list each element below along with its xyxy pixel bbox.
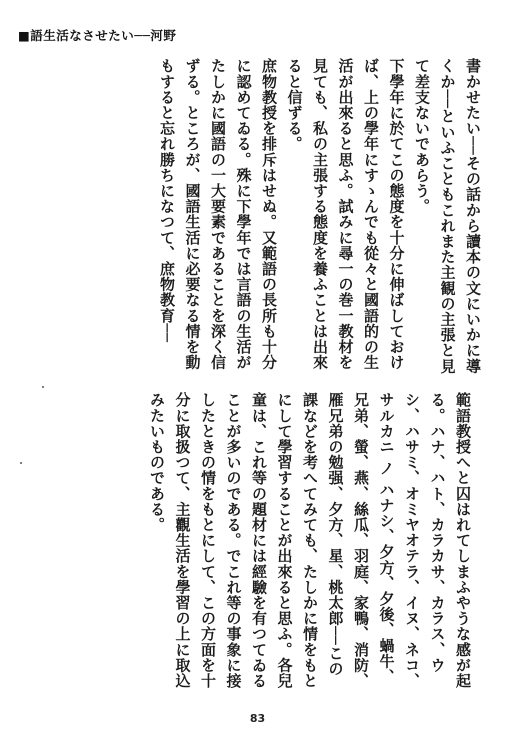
- page-number: 83: [249, 712, 266, 725]
- paragraph: 範語教授へと囚はれてしまふやうな感が起る。ハナ、ハト、カラカサ、カラス、ウシ、ハサミ、オミヤオテラ、イヌ、ネコ、サルカニ ノ ハナシ、夕方、夕後、蝸牛、兄弟、螢、燕、絲瓜、羽庭、家鴨、消防、雁兄弟の勉强、夕方、星、桃太郎──この課などを考へてみても、たしかに情をもとにして學習することが出來ると思ふ。各兒童は、これ等の題材には經驗を有つてゐることが多いのである。でこれ等の事象に接したときの情をもとにして、この方面を十分に取扱つて、主觀生活を學習の上に取込みたいものである。: [148, 392, 472, 689]
- paragraph: 書かせたい──その話から讀本の文にいかに導くか──といふこともこれまた主観の主張と見て差支ないであらう。: [413, 58, 482, 374]
- upper-text-block: [158, 58, 485, 376]
- scan-speck: [20, 462, 22, 464]
- paragraph: 庶物教授を排斥はせぬ。又範語の長所も十分に認めてゐる。殊に下學年では言語の生活がたしかに國語の一大要素であることを深く信ずる。ところが、國語生活に必要なる情を動もすると忘れ勝ちになつて、庶物教育──: [158, 58, 278, 370]
- scan-speck: [42, 386, 44, 388]
- paragraph: 下學年に於てこの態度を十分に伸ばしておけば、上の學年にすゝんでも從々と國語的の生活が出來ると思ふ。試みに尋一の巻一教材を見ても、私の主張する態度を養ふことは出來ると信ずる。: [285, 58, 406, 370]
- lower-text-block: [148, 392, 475, 692]
- running-header: ■語生活なさせたい──河野: [18, 28, 177, 43]
